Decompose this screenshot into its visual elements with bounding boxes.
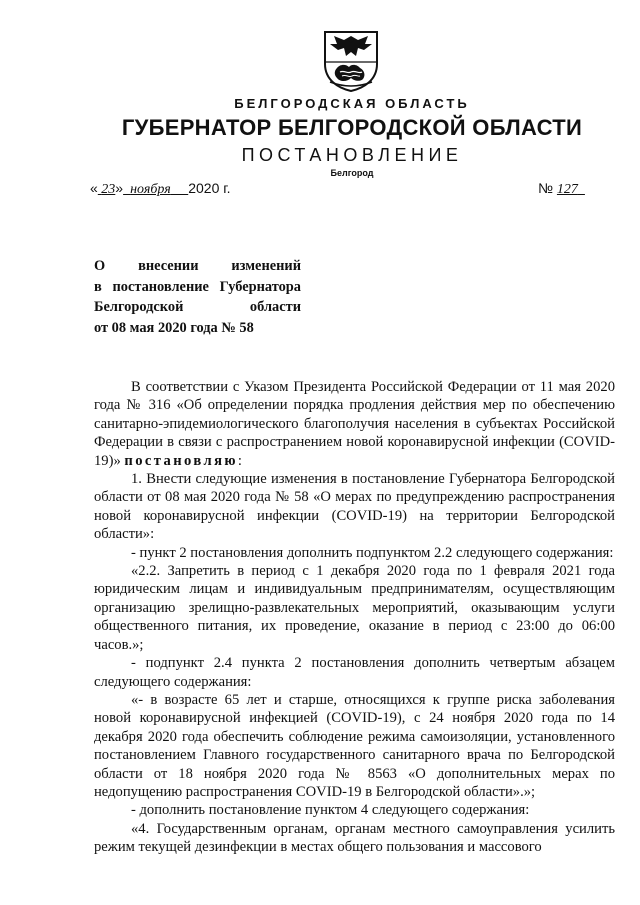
region-title: БЕЛГОРОДСКАЯ ОБЛАСТЬ bbox=[234, 96, 470, 111]
date-quote-open: « bbox=[90, 180, 98, 196]
date-month: ноября bbox=[130, 182, 171, 197]
date-quote-close: » bbox=[115, 180, 124, 196]
decree-body bbox=[94, 378, 615, 857]
paragraph-subitem-2-2: «2.2. Запретить в период с 1 декабря 2020 года по 1 февраля 2021 года юридическим лицам и индивидуальным предпринимателям, осуществляющим организацию зрелищно-развлекательных мероприятий, оказывающим услуги общественного питания, их проведение, оказание в период с 23:00 до 06:00 часов.»; bbox=[94, 563, 615, 653]
coat-of-arms-icon bbox=[322, 30, 380, 92]
date-suffix: г. bbox=[223, 180, 231, 196]
paragraph-amend-point-2: - пункт 2 постановления дополнить подпунктом 2.2 следующего содержания: bbox=[131, 544, 614, 561]
date-day: 23 bbox=[101, 182, 116, 197]
subject-line-4: от 08 мая 2020 года № 58 bbox=[94, 319, 254, 336]
paragraph-amend-subitem-2-4: - подпункт 2.4 пункта 2 постановления дополнить четвертым абзацем следующего содержания: bbox=[94, 655, 615, 690]
paragraph-age-65: «- в возрасте 65 лет и старше, относящихся к группе риска заболевания новой коронавирусной инфекцией (COVID-19), с 24 ноября 2020 года по 14 декабря 2020 года обеспечить соблюдение режима самоизоляции, установленного постановлением Главного государственного санитарного врача по Белгородской области от 18 ноября 2020 года № 8563 «О дополнительных мерах по недопущению распространения COVID-19 в Белгородской области».»; bbox=[94, 691, 615, 800]
subject-line-1: О внесении изменений bbox=[94, 258, 301, 274]
paragraph-preamble: В соответствии с Указом Президента Российской Федерации от 11 мая 2020 года № 316 «Об определении порядка продления действия мер по обеспечению санитарно-эпидемиологического благополучия населения в субъектах Российской Федерации в связи с распространением новой коронавирусной инфекции (COVID-19)» постановляю: bbox=[94, 379, 615, 469]
decree-date bbox=[90, 180, 231, 198]
number-sign: № bbox=[538, 180, 554, 196]
decree-subject bbox=[94, 256, 301, 338]
date-year: 2020 bbox=[188, 180, 220, 196]
subject-line-2: в постановление Губернатора bbox=[94, 278, 301, 295]
operative-word: постановляю bbox=[124, 452, 238, 469]
governor-title: ГУБЕРНАТОР БЕЛГОРОДСКОЙ ОБЛАСТИ bbox=[121, 115, 583, 140]
paragraph-item-1: 1. Внести следующие изменения в постановление Губернатора Белгородской области от 08 мая 2020 года № 58 «О мерах по предупреждению распространения новой коронавирусной инфекции (COVID-19) на территории Белгородской области»: bbox=[94, 471, 615, 543]
number-value: 127 bbox=[556, 182, 578, 197]
subject-line-3: Белгородской области bbox=[94, 299, 301, 315]
paragraph-amend-point-4: - дополнить постановление пунктом 4 следующего содержания: bbox=[131, 802, 530, 819]
decree-number bbox=[538, 180, 585, 198]
city-name: Белгород bbox=[330, 168, 374, 178]
paragraph-point-4: «4. Государственным органам, органам местного самоуправления усилить режим текущей дезинфекции в местах общего пользования и массового bbox=[94, 820, 615, 856]
document-type: ПОСТАНОВЛЕНИЕ bbox=[241, 145, 463, 165]
